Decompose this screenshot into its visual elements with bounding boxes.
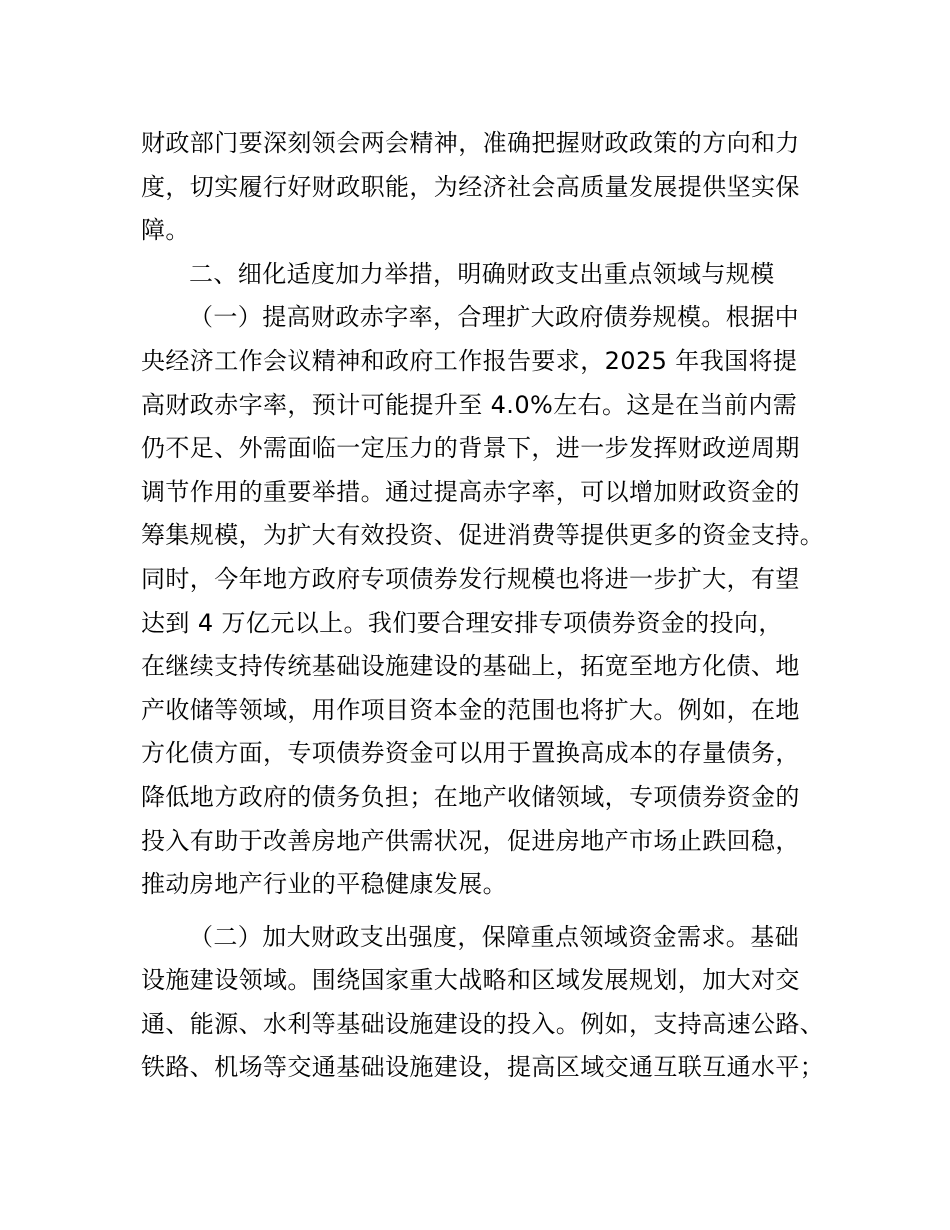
text-line: 设施建设领域。围绕国家重大战略和区域发展规划，加大对交	[141, 966, 800, 995]
text-line: 达到 4 万亿元以上。我们要合理安排专项债券资金的投向，	[141, 608, 783, 637]
text-line: 高财政赤字率，预计可能提升至 4.0%左右。这是在当前内需	[141, 390, 798, 419]
text-line: 铁路、机场等交通基础设施建设，提高区域交通互联互通水平；	[141, 1053, 825, 1082]
text-line: 仍不足、外需面临一定压力的背景下，进一步发挥财政逆周期	[141, 434, 800, 463]
text-line: （二）加大财政支出强度，保障重点领域资金需求。基础	[189, 922, 799, 951]
text-line: 度，切实履行好财政职能，为经济社会高质量发展提供坚实保	[141, 172, 800, 201]
text-line: 筹集规模，为扩大有效投资、促进消费等提供更多的资金支持。	[141, 521, 825, 550]
document-body	[141, 122, 825, 1090]
section-heading: 二、细化适度加力举措，明确财政支出重点领域与规模	[189, 259, 775, 288]
text-line: 通、能源、水利等基础设施建设的投入。例如，支持高速公路、	[141, 1009, 825, 1038]
text-line: 调节作用的重要举措。通过提高赤字率，可以增加财政资金的	[141, 477, 800, 506]
text-line: 财政部门要深刻领会两会精神，准确把握财政政策的方向和力	[141, 129, 800, 157]
text-line: 投入有助于改善房地产供需状况，促进房地产市场止跌回稳，	[141, 826, 800, 855]
text-line: 在继续支持传统基础设施建设的基础上，拓宽至地方化债、地	[141, 652, 800, 681]
text-line: 产收储等领域，用作项目资本金的范围也将扩大。例如，在地	[141, 695, 800, 724]
text-line: 障。	[141, 216, 190, 245]
text-line: 降低地方政府的债务负担；在地产收储领域，专项债券资金的	[141, 782, 800, 811]
text-line: 推动房地产行业的平稳健康发展。	[141, 870, 507, 899]
text-line: 方化债方面，专项债券资金可以用于置换高成本的存量债务，	[141, 739, 800, 768]
text-line: （一）提高财政赤字率，合理扩大政府债券规模。根据中	[189, 303, 799, 332]
text-line: 同时，今年地方政府专项债券发行规模也将进一步扩大，有望	[141, 564, 800, 593]
text-line: 央经济工作会议精神和政府工作报告要求，2025 年我国将提	[141, 346, 798, 375]
